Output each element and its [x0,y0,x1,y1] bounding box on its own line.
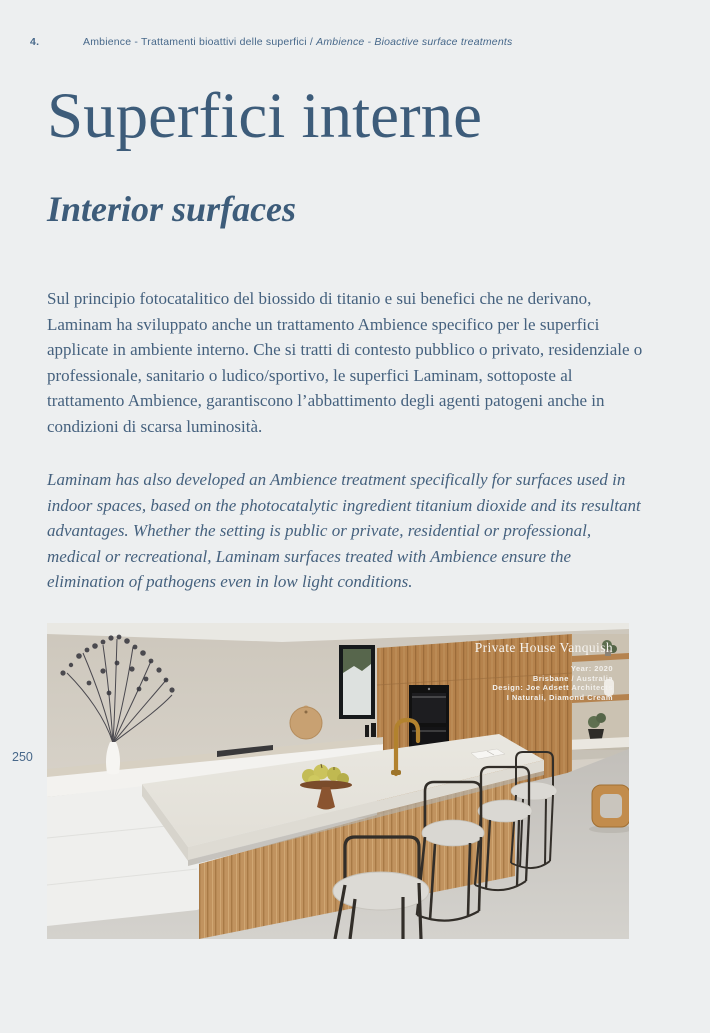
canister [365,725,369,737]
caption-material: I Naturali, Diamond Cream [506,692,613,702]
paragraph-english: Laminam has also developed an Ambience treatment specifically for surfaces used in indoor spaces, based on the photocatalytic ingredient titanium dioxide and its resultant advantages. Whether the setting is public or private, residential or professional, medical or recreational, Laminam surfaces treated with Ambience ensure the elimination of pathogens even in low light conditions. [47,470,641,591]
photo-caption [475,640,613,702]
running-header-italian: Ambience - Trattamenti bioattivi delle superfici / [83,36,314,48]
page-title: Superfici interne [47,80,482,152]
caption-location: Brisbane / Australia [532,673,613,683]
section-number: 4. [30,36,40,48]
running-header-english: Ambience - Bioactive surface treatments [316,36,513,48]
page-number: 250 [12,750,33,764]
photo-caption-title: Private House Vanquish [474,640,613,655]
kitchen-photo [47,623,629,939]
caption-year: Year: 2020 [570,664,613,673]
canister [371,723,376,737]
running-header [83,36,512,48]
window [339,645,375,719]
paragraph-italian: Sul principio fotocatalitico del biossido di titanio e sui benefici che ne derivano, Laminam ha sviluppato anche un trattamento Ambience specifico per le superfici applicate in ambiente interno. Che si tratti di contesto pubblico o privato, residenziale o professionale, sanitario o ludico/sportivo, le superfici Laminam, sottoposte al trattamento Ambience, garantiscono l’abbattimento degli agenti patogeni anche in condizioni di scarsa luminosità. [47,289,643,436]
photo-caption-details [475,664,613,702]
page-subtitle: Interior surfaces [47,189,297,229]
caption-designer: Design: Joe Adsett Architects [492,683,613,692]
